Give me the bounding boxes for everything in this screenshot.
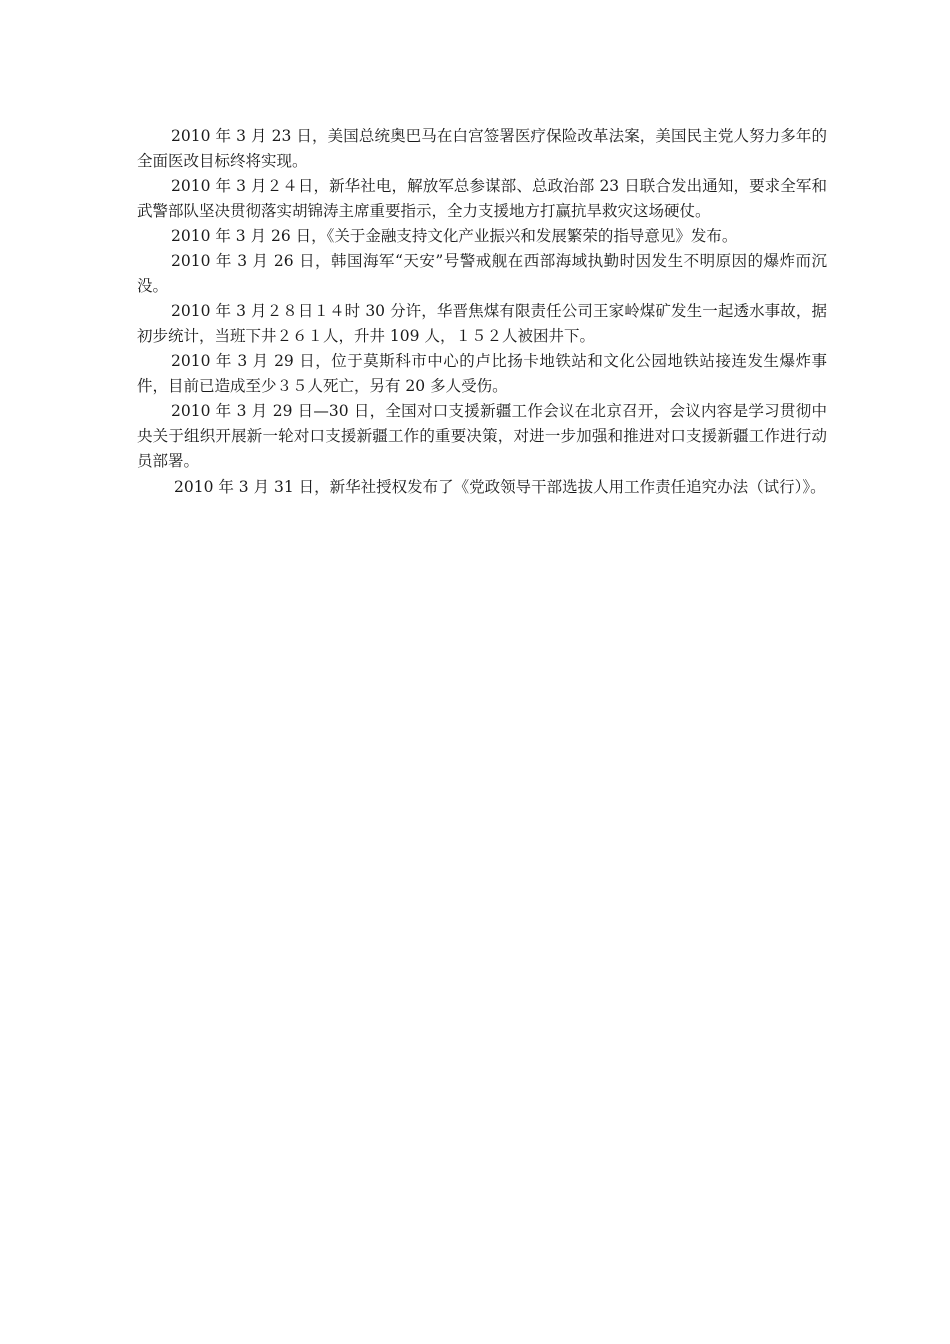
document-body xyxy=(137,124,827,510)
paragraph-xinjiang-support: 2010 年 3 月 29 日—30 日，全国对口支援新疆工作会议在北京召开，会议内容是学习贯彻中央关于组织开展新一轮对口支援新疆工作的重要决策，对进一步加强和推进对口支援新疆工作进行动员部署。 xyxy=(137,402,827,470)
paragraph-cultural-finance: 2010 年 3 月 26 日，《关于金融支持文化产业振兴和发展繁荣的指导意见》发布。 xyxy=(171,227,738,245)
paragraph-cadre-accountability: 2010 年 3 月 31 日，新华社授权发布了《党政领导干部选拔人用工作责任追究办法（试行）》。 xyxy=(174,478,826,496)
paragraph-drought-relief: 2010 年 3 月２４日，新华社电，解放军总参谋部、总政治部 23 日联合发出通知，要求全军和武警部队坚决贯彻落实胡锦涛主席重要指示，全力支援地方打赢抗旱救灾这场硬仗。 xyxy=(137,177,827,220)
paragraph-cheonan-sinking: 2010 年 3 月 26 日，韩国海军“天安”号警戒舰在西部海域执勤时因发生不明原因的爆炸而沉没。 xyxy=(137,252,827,295)
paragraph-mine-flood: 2010 年 3 月２８日１４时 30 分许，华晋焦煤有限责任公司王家岭煤矿发生一起透水事故，据初步统计，当班下井２６１人，升井 109 人，１５２人被困井下。 xyxy=(137,302,827,345)
paragraph-health-reform: 2010 年 3 月 23 日，美国总统奥巴马在白宫签署医疗保险改革法案，美国民主党人努力多年的全面医改目标终将实现。 xyxy=(137,127,827,170)
paragraph-moscow-metro: 2010 年 3 月 29 日，位于莫斯科市中心的卢比扬卡地铁站和文化公园地铁站接连发生爆炸事件，目前已造成至少３５人死亡，另有 20 多人受伤。 xyxy=(137,352,827,395)
